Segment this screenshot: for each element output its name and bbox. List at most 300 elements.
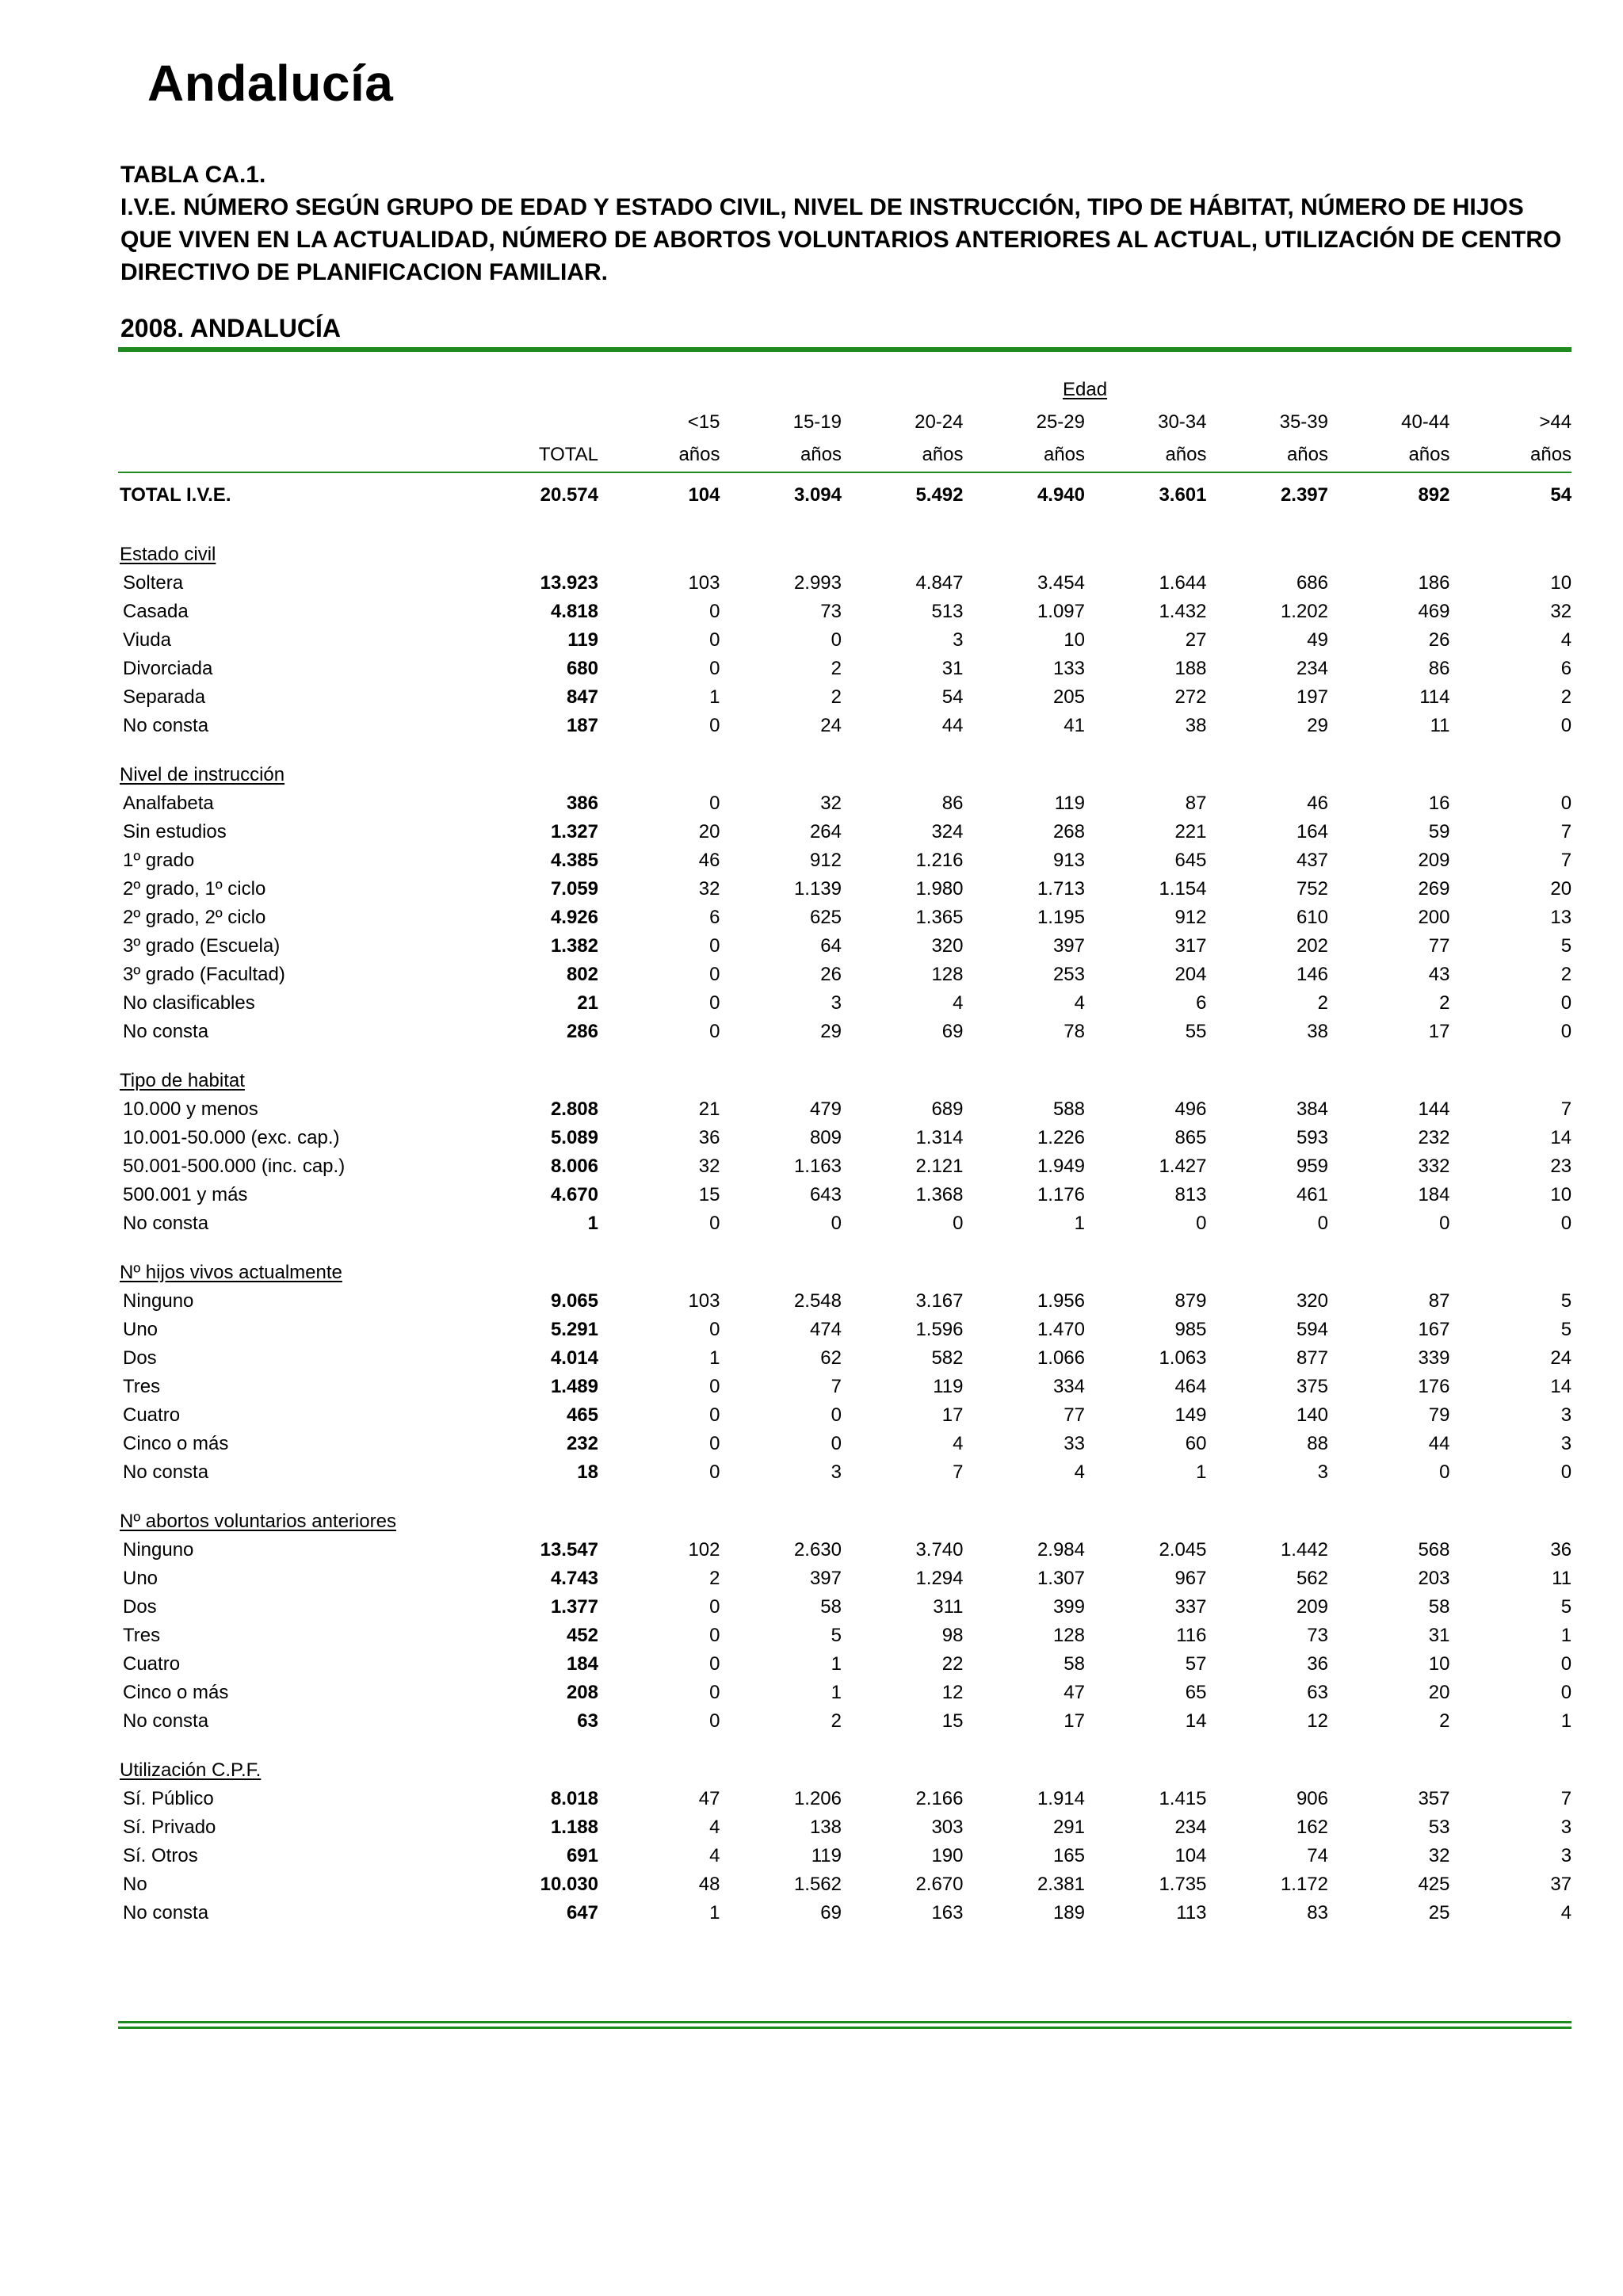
value-cell: 1.442 <box>1280 1539 1328 1561</box>
value-cell: 0 <box>1196 1213 1207 1234</box>
total-cell: 2.808 <box>550 1098 598 1120</box>
value-cell: 337 <box>1174 1596 1207 1618</box>
value-cell: 1.949 <box>1037 1156 1085 1177</box>
value-cell: 25 <box>1428 1902 1450 1924</box>
age-unit-header: años <box>1286 444 1328 465</box>
value-cell: 98 <box>941 1625 964 1646</box>
value-cell: 0 <box>953 1213 964 1234</box>
row-label: Soltera <box>123 572 184 594</box>
age-unit-header: años <box>1165 444 1207 465</box>
total-cell: 232 <box>566 1433 598 1454</box>
year-region-subtitle: 2008. ANDALUCÍA <box>120 314 341 342</box>
value-cell: 0 <box>709 1653 720 1675</box>
value-cell: 38 <box>1185 715 1207 736</box>
value-cell: 163 <box>931 1902 964 1924</box>
value-cell: 1.980 <box>915 878 964 900</box>
table-row <box>118 1181 1571 1209</box>
value-cell: 234 <box>1174 1817 1207 1838</box>
value-cell: 879 <box>1174 1290 1207 1312</box>
value-cell: 54 <box>1550 484 1572 506</box>
value-cell: 1.154 <box>1159 878 1207 900</box>
value-cell: 20 <box>1550 878 1572 900</box>
value-cell: 1.368 <box>915 1184 964 1205</box>
value-cell: 77 <box>1428 935 1450 957</box>
row-label: No consta <box>123 1021 209 1042</box>
value-cell: 138 <box>809 1817 842 1838</box>
value-cell: 190 <box>931 1845 964 1866</box>
value-cell: 32 <box>1428 1845 1450 1866</box>
value-cell: 1.097 <box>1037 601 1085 622</box>
total-cell: 20.574 <box>540 484 598 506</box>
value-cell: 4.847 <box>915 572 964 594</box>
age-group-header: 30-34 <box>1158 411 1207 433</box>
value-cell: 62 <box>820 1347 842 1369</box>
value-cell: 1 <box>831 1653 842 1675</box>
value-cell: 513 <box>931 601 964 622</box>
spacer-row <box>118 520 1571 541</box>
table-row <box>118 1707 1571 1736</box>
value-cell: 20 <box>1428 1682 1450 1703</box>
value-cell: 1.596 <box>915 1319 964 1340</box>
table-row <box>118 989 1571 1018</box>
value-cell: 496 <box>1174 1098 1207 1120</box>
table-row <box>118 1316 1571 1344</box>
row-label: No <box>123 1874 147 1895</box>
value-cell: 1.432 <box>1159 601 1207 622</box>
value-cell: 0 <box>1560 1682 1572 1703</box>
value-cell: 48 <box>698 1874 720 1895</box>
value-cell: 1 <box>709 1902 720 1924</box>
value-cell: 41 <box>1064 715 1085 736</box>
value-cell: 0 <box>1560 1213 1572 1234</box>
value-cell: 73 <box>1307 1625 1328 1646</box>
value-cell: 11 <box>1430 715 1450 736</box>
row-label: Tres <box>123 1625 161 1646</box>
row-label: 2º grado, 1º ciclo <box>123 878 266 900</box>
value-cell: 357 <box>1418 1788 1450 1809</box>
total-cell: 7.059 <box>550 878 598 900</box>
total-cell: 4.385 <box>550 850 598 871</box>
total-cell: 18 <box>577 1461 598 1483</box>
value-cell: 49 <box>1307 629 1328 651</box>
total-cell: 21 <box>577 992 598 1014</box>
value-cell: 144 <box>1418 1098 1450 1120</box>
header-age-groups-row <box>118 406 1571 439</box>
value-cell: 4 <box>1560 629 1572 651</box>
value-cell: 10 <box>1550 572 1572 594</box>
row-label: Dos <box>123 1596 157 1618</box>
value-cell: 0 <box>1560 715 1572 736</box>
value-cell: 1.176 <box>1037 1184 1085 1205</box>
value-cell: 253 <box>1052 964 1085 985</box>
total-cell: 465 <box>566 1404 598 1426</box>
data-table <box>118 374 1571 1927</box>
value-cell: 14 <box>1550 1376 1572 1397</box>
value-cell: 1.914 <box>1037 1788 1085 1809</box>
table-row <box>118 1650 1571 1679</box>
value-cell: 562 <box>1296 1568 1328 1589</box>
value-cell: 3 <box>831 1461 842 1483</box>
bottom-rule-1 <box>118 2021 1571 2023</box>
value-cell: 54 <box>941 686 964 708</box>
value-cell: 912 <box>809 850 842 871</box>
value-cell: 959 <box>1296 1156 1328 1177</box>
value-cell: 1 <box>1560 1710 1572 1732</box>
value-cell: 320 <box>1296 1290 1328 1312</box>
header-edad-row <box>118 374 1571 406</box>
value-cell: 913 <box>1052 850 1085 871</box>
value-cell: 3.167 <box>915 1290 964 1312</box>
value-cell: 0 <box>709 992 720 1014</box>
value-cell: 3 <box>831 992 842 1014</box>
value-cell: 0 <box>831 1433 842 1454</box>
value-cell: 7 <box>953 1461 964 1483</box>
value-cell: 13 <box>1550 907 1572 928</box>
value-cell: 58 <box>1064 1653 1085 1675</box>
total-cell: 10.030 <box>540 1874 598 1895</box>
table-row <box>118 904 1571 932</box>
value-cell: 752 <box>1296 878 1328 900</box>
value-cell: 2.381 <box>1037 1874 1085 1895</box>
age-unit-header: años <box>678 444 720 465</box>
total-cell: 647 <box>566 1902 598 1924</box>
value-cell: 594 <box>1296 1319 1328 1340</box>
value-cell: 17 <box>941 1404 964 1426</box>
value-cell: 33 <box>1064 1433 1085 1454</box>
value-cell: 5 <box>1560 935 1572 957</box>
row-label: Analfabeta <box>123 793 214 814</box>
top-green-rule <box>118 347 1571 352</box>
table-row <box>118 1373 1571 1401</box>
value-cell: 16 <box>1428 793 1450 814</box>
value-cell: 1.644 <box>1159 572 1207 594</box>
value-cell: 44 <box>941 715 964 736</box>
value-cell: 57 <box>1185 1653 1207 1675</box>
value-cell: 86 <box>1428 658 1450 679</box>
value-cell: 74 <box>1307 1845 1328 1866</box>
value-cell: 209 <box>1418 850 1450 871</box>
value-cell: 7 <box>1560 821 1572 842</box>
value-cell: 53 <box>1428 1817 1450 1838</box>
value-cell: 877 <box>1296 1347 1328 1369</box>
value-cell: 906 <box>1296 1788 1328 1809</box>
row-label: Separada <box>123 686 206 708</box>
value-cell: 464 <box>1174 1376 1207 1397</box>
total-cell: 208 <box>566 1682 598 1703</box>
spacer-row <box>118 1238 1571 1259</box>
total-cell: 1.377 <box>550 1596 598 1618</box>
value-cell: 14 <box>1185 1710 1207 1732</box>
bottom-rule-2 <box>118 2027 1571 2029</box>
value-cell: 31 <box>1428 1625 1450 1646</box>
spacer-row <box>118 740 1571 761</box>
value-cell: 272 <box>1174 686 1207 708</box>
value-cell: 87 <box>1428 1290 1450 1312</box>
value-cell: 149 <box>1174 1404 1207 1426</box>
value-cell: 0 <box>709 793 720 814</box>
value-cell: 0 <box>709 658 720 679</box>
total-header: TOTAL <box>538 444 598 465</box>
value-cell: 12 <box>1307 1710 1328 1732</box>
total-cell: 119 <box>567 629 598 651</box>
row-label: Ninguno <box>123 1290 194 1312</box>
value-cell: 32 <box>1550 601 1572 622</box>
table-row <box>118 961 1571 989</box>
table-row <box>118 1899 1571 1927</box>
value-cell: 14 <box>1550 1127 1572 1148</box>
row-label: 3º grado (Escuela) <box>123 935 281 957</box>
value-cell: 79 <box>1428 1404 1450 1426</box>
value-cell: 69 <box>941 1021 964 1042</box>
value-cell: 397 <box>809 1568 842 1589</box>
value-cell: 43 <box>1428 964 1450 985</box>
total-cell: 4.743 <box>550 1568 598 1589</box>
value-cell: 23 <box>1550 1156 1572 1177</box>
value-cell: 2 <box>1560 964 1572 985</box>
edad-header <box>598 374 1571 406</box>
value-cell: 46 <box>698 850 720 871</box>
value-cell: 38 <box>1307 1021 1328 1042</box>
region-title: Andalucía <box>147 55 394 112</box>
row-label: Cinco o más <box>123 1433 229 1454</box>
value-cell: 113 <box>1176 1902 1207 1924</box>
value-cell: 119 <box>1054 793 1085 814</box>
value-cell: 474 <box>809 1319 842 1340</box>
value-cell: 0 <box>1439 1461 1450 1483</box>
value-cell: 162 <box>1296 1817 1328 1838</box>
total-cell: 5.089 <box>550 1127 598 1148</box>
value-cell: 0 <box>709 1319 720 1340</box>
value-cell: 1.562 <box>793 1874 842 1895</box>
value-cell: 7 <box>1560 850 1572 871</box>
total-cell: 802 <box>566 964 598 985</box>
value-cell: 1.294 <box>915 1568 964 1589</box>
value-cell: 2.045 <box>1159 1539 1207 1561</box>
value-cell: 6 <box>709 907 720 928</box>
total-cell: 8.006 <box>550 1156 598 1177</box>
value-cell: 332 <box>1418 1156 1450 1177</box>
value-cell: 4 <box>953 1433 964 1454</box>
section-heading-row <box>118 1067 1571 1095</box>
value-cell: 643 <box>809 1184 842 1205</box>
table-title: I.V.E. NÚMERO SEGÚN GRUPO DE EDAD Y ESTADO CIVIL, NIVEL DE INSTRUCCIÓN, TIPO DE HÁBITAT, NÚMERO DE HIJOS QUE VIVEN EN LA ACTUALIDAD, NÚMERO DE ABORTOS VOLUNTARIOS ANTERIORES AL ACTUAL, UTILIZACIÓN DE CENTRO DIRECTIVO DE PLANIFICACION FAMILIAR. <box>120 194 1562 285</box>
table-code: TABLA CA.1. <box>120 162 266 188</box>
value-cell: 55 <box>1185 1021 1207 1042</box>
value-cell: 60 <box>1185 1433 1207 1454</box>
value-cell: 46 <box>1307 793 1328 814</box>
value-cell: 63 <box>1307 1682 1328 1703</box>
value-cell: 73 <box>820 601 842 622</box>
value-cell: 0 <box>831 1213 842 1234</box>
value-cell: 1.139 <box>793 878 842 900</box>
table-row <box>118 1458 1571 1487</box>
section-heading-row <box>118 1756 1571 1785</box>
value-cell: 3 <box>1560 1404 1572 1426</box>
value-cell: 3.094 <box>793 484 842 506</box>
value-cell: 469 <box>1418 601 1450 622</box>
value-cell: 0 <box>1439 1213 1450 1234</box>
total-cell: 184 <box>566 1653 598 1675</box>
section-heading-row <box>118 541 1571 569</box>
value-cell: 205 <box>1052 686 1085 708</box>
value-cell: 610 <box>1296 907 1328 928</box>
value-cell: 234 <box>1296 658 1328 679</box>
value-cell: 4 <box>953 992 964 1014</box>
table-row <box>118 1842 1571 1870</box>
value-cell: 689 <box>931 1098 964 1120</box>
value-cell: 104 <box>688 484 720 506</box>
value-cell: 324 <box>931 821 964 842</box>
value-cell: 88 <box>1307 1433 1328 1454</box>
value-cell: 2.166 <box>915 1788 964 1809</box>
value-cell: 437 <box>1296 850 1328 871</box>
spacer-row <box>118 1046 1571 1067</box>
row-label: 1º grado <box>123 850 195 871</box>
value-cell: 686 <box>1296 572 1328 594</box>
value-cell: 2 <box>1439 992 1450 1014</box>
row-label: Sin estudios <box>123 821 227 842</box>
value-cell: 58 <box>1428 1596 1450 1618</box>
value-cell: 397 <box>1052 935 1085 957</box>
age-unit-header: años <box>922 444 964 465</box>
value-cell: 4 <box>1074 1461 1085 1483</box>
section-title: Tipo de habitat <box>120 1070 245 1091</box>
value-cell: 809 <box>809 1127 842 1148</box>
header-units-row <box>118 439 1571 471</box>
table-row <box>118 1401 1571 1430</box>
value-cell: 37 <box>1550 1874 1572 1895</box>
value-cell: 317 <box>1174 935 1207 957</box>
value-cell: 0 <box>831 629 842 651</box>
value-cell: 200 <box>1418 907 1450 928</box>
value-cell: 2 <box>831 1710 842 1732</box>
age-group-header: >44 <box>1539 411 1572 433</box>
value-cell: 59 <box>1428 821 1450 842</box>
table-row <box>118 1344 1571 1373</box>
row-label: 10.001-50.000 (exc. cap.) <box>123 1127 340 1148</box>
value-cell: 1.735 <box>1159 1874 1207 1895</box>
row-label: No consta <box>123 1902 209 1924</box>
value-cell: 320 <box>931 935 964 957</box>
value-cell: 17 <box>1428 1021 1450 1042</box>
value-cell: 2.397 <box>1280 484 1328 506</box>
total-cell: 4.014 <box>550 1347 598 1369</box>
total-cell: 452 <box>566 1625 598 1646</box>
row-label: Ninguno <box>123 1539 194 1561</box>
value-cell: 32 <box>820 793 842 814</box>
total-cell: 691 <box>566 1845 598 1866</box>
value-cell: 0 <box>709 1376 720 1397</box>
table-row <box>118 712 1571 740</box>
value-cell: 912 <box>1174 907 1207 928</box>
value-cell: 27 <box>1185 629 1207 651</box>
table-row <box>118 875 1571 904</box>
spacer-row <box>118 1487 1571 1507</box>
value-cell: 10 <box>1550 1184 1572 1205</box>
value-cell: 87 <box>1185 793 1207 814</box>
value-cell: 0 <box>709 1710 720 1732</box>
value-cell: 3 <box>1560 1817 1572 1838</box>
value-cell: 1.172 <box>1280 1874 1328 1895</box>
value-cell: 0 <box>1560 793 1572 814</box>
value-cell: 176 <box>1418 1376 1450 1397</box>
value-cell: 4 <box>709 1817 720 1838</box>
value-cell: 3 <box>953 629 964 651</box>
value-cell: 1 <box>709 686 720 708</box>
section-title: Nº hijos vivos actualmente <box>120 1262 342 1283</box>
row-label: Sí. Privado <box>123 1817 216 1838</box>
value-cell: 197 <box>1296 686 1328 708</box>
table-row <box>118 683 1571 712</box>
value-cell: 4 <box>1560 1902 1572 1924</box>
value-cell: 65 <box>1185 1682 1207 1703</box>
total-cell: 13.923 <box>540 572 598 594</box>
age-unit-header: años <box>1408 444 1450 465</box>
value-cell: 7 <box>831 1376 842 1397</box>
value-cell: 4 <box>709 1845 720 1866</box>
total-cell: 63 <box>577 1710 598 1732</box>
total-cell: 680 <box>566 658 598 679</box>
value-cell: 0 <box>831 1404 842 1426</box>
row-label: Sí. Otros <box>123 1845 198 1866</box>
value-cell: 311 <box>933 1596 964 1618</box>
value-cell: 47 <box>1064 1682 1085 1703</box>
value-cell: 0 <box>709 1404 720 1426</box>
value-cell: 128 <box>931 964 964 985</box>
value-cell: 1.365 <box>915 907 964 928</box>
section-heading-row <box>118 1259 1571 1287</box>
value-cell: 6 <box>1560 658 1572 679</box>
total-cell: 1.188 <box>550 1817 598 1838</box>
table-row <box>118 655 1571 683</box>
value-cell: 146 <box>1296 964 1328 985</box>
section-heading-row <box>118 761 1571 789</box>
total-cell: 1 <box>587 1213 598 1234</box>
row-label: 50.001-500.000 (inc. cap.) <box>123 1156 346 1177</box>
spacer-row <box>118 1736 1571 1756</box>
value-cell: 2.548 <box>793 1290 842 1312</box>
row-label: No consta <box>123 1461 209 1483</box>
value-cell: 1.307 <box>1037 1568 1085 1589</box>
value-cell: 1.314 <box>915 1127 964 1148</box>
value-cell: 865 <box>1174 1127 1207 1148</box>
value-cell: 339 <box>1418 1347 1450 1369</box>
value-cell: 36 <box>1550 1539 1572 1561</box>
value-cell: 1.226 <box>1037 1127 1085 1148</box>
value-cell: 1 <box>1074 1213 1085 1234</box>
value-cell: 44 <box>1428 1433 1450 1454</box>
row-label: No consta <box>123 1213 209 1234</box>
table-row <box>118 569 1571 598</box>
age-group-header: 20-24 <box>915 411 964 433</box>
value-cell: 83 <box>1307 1902 1328 1924</box>
value-cell: 47 <box>698 1788 720 1809</box>
value-cell: 2 <box>1560 686 1572 708</box>
value-cell: 892 <box>1418 484 1450 506</box>
value-cell: 5 <box>1560 1319 1572 1340</box>
value-cell: 334 <box>1052 1376 1085 1397</box>
value-cell: 188 <box>1174 658 1207 679</box>
value-cell: 104 <box>1174 1845 1207 1866</box>
table-row <box>118 1870 1571 1899</box>
row-label: 10.000 y menos <box>123 1098 258 1120</box>
row-label: Tres <box>123 1376 161 1397</box>
value-cell: 10 <box>1428 1653 1450 1675</box>
value-cell: 303 <box>931 1817 964 1838</box>
value-cell: 291 <box>1052 1817 1085 1838</box>
table-row <box>118 626 1571 655</box>
value-cell: 461 <box>1296 1184 1328 1205</box>
